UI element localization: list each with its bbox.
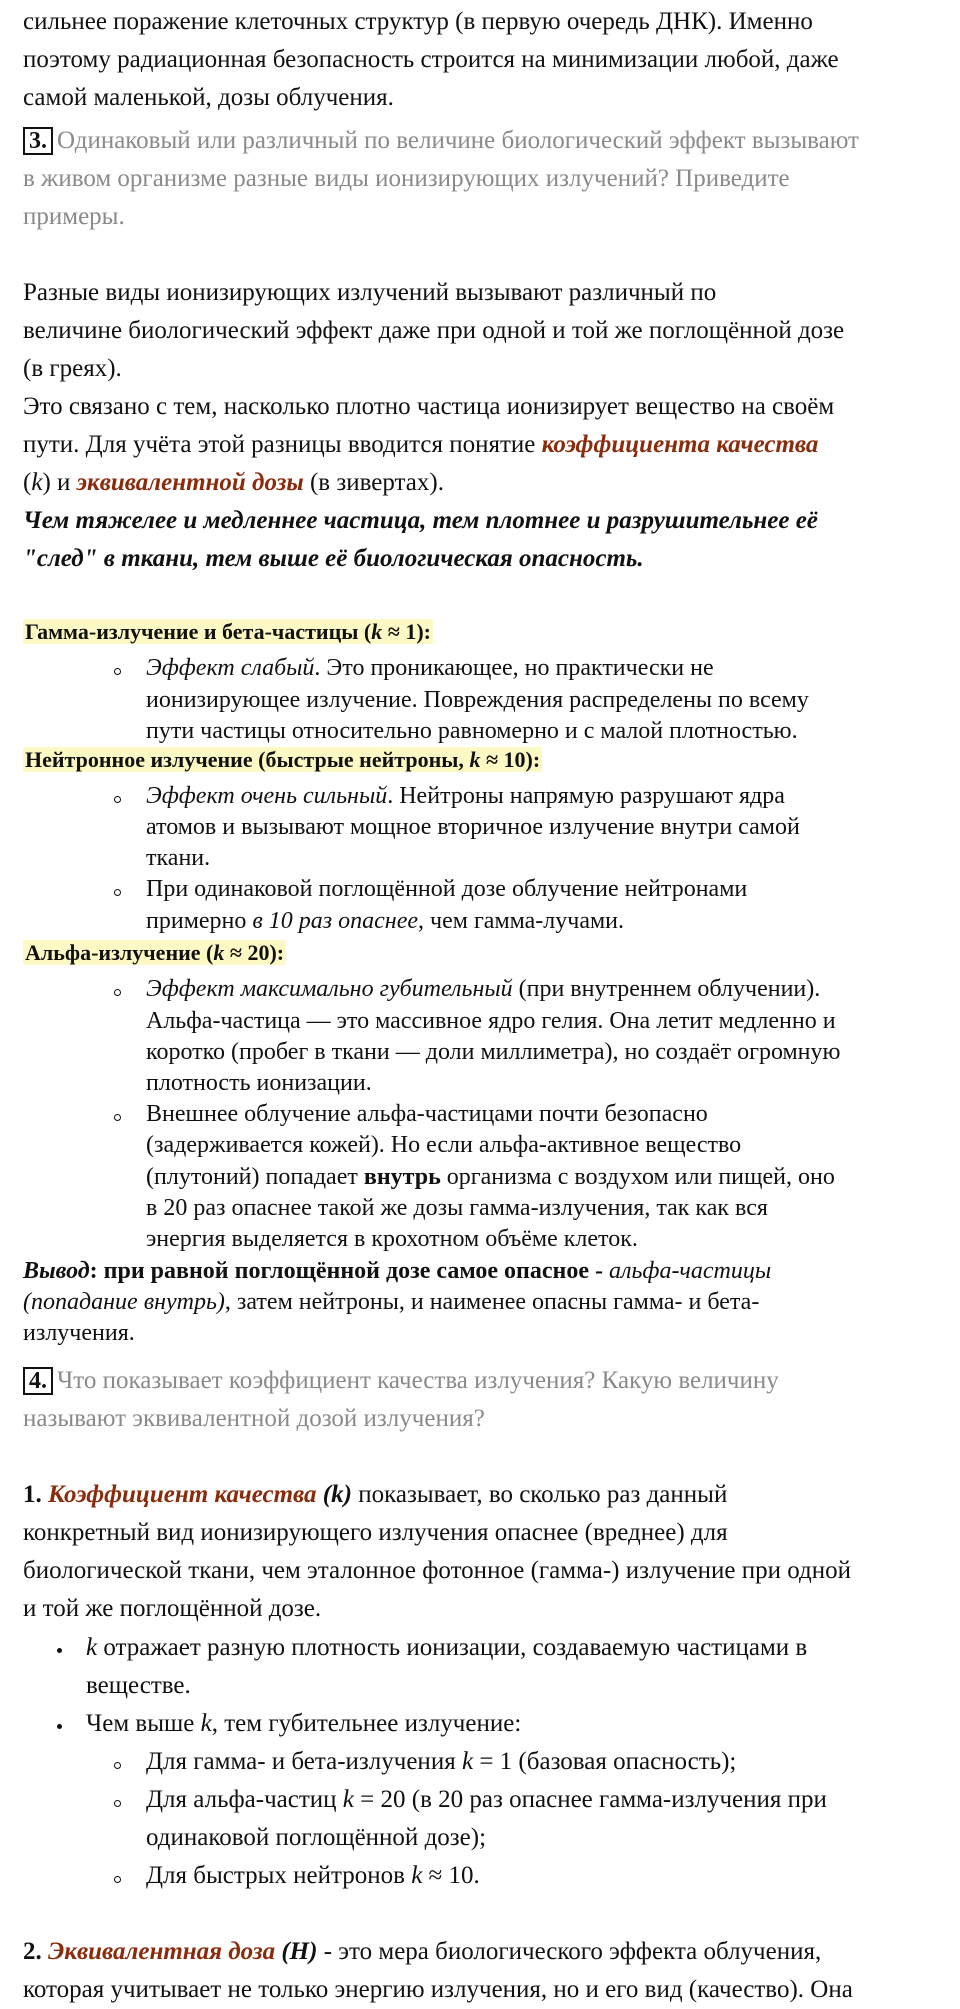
alpha-bullet-2-line-3: (плутоний) попадает внутрь организма с воздухом или пищей, оно xyxy=(146,1164,835,1190)
question-3-line-2: в живом организме разные виды ионизирующих излучений? Приведите xyxy=(23,165,790,192)
answer-4-bullet-1-line-2: веществе. xyxy=(86,1672,191,1699)
gamma-bullet-line-2: ионизирующее излучение. Повреждения распределены по всему xyxy=(146,687,809,713)
question-number-4: 4. xyxy=(23,1367,53,1395)
intro-line-2: поэтому радиационная безопасность строится на минимизации любой, даже xyxy=(23,46,839,73)
gamma-bullet-line-1: Эффект слабый. Это проникающее, но практически не xyxy=(146,655,714,681)
answer-3-line-2: величине биологический эффект даже при одной и той же поглощённой дозе xyxy=(23,317,845,344)
circle-bullet-icon xyxy=(114,1800,121,1807)
alpha-bullet-2-line-2: (задерживается кожей). Но если альфа-активное вещество xyxy=(146,1132,742,1158)
answer-4-bullet-2: Чем выше k, тем губительнее излучение: xyxy=(86,1710,522,1737)
circle-bullet-icon xyxy=(114,1114,121,1121)
question-3-line-1: 3. Одинаковый или различный по величине биологический эффект вызывают xyxy=(23,122,859,160)
answer-4-p2-line-1: 2. Эквивалентная доза (H) - это мера биологического эффекта облучения, xyxy=(23,1938,822,1965)
conclusion-line-1: Вывод: при равной поглощённой дозе самое опасное - альфа-частицы xyxy=(23,1258,772,1284)
answer-4-p1-line-4: и той же поглощённой дозе. xyxy=(23,1595,322,1622)
answer-3-bold-line-1: Чем тяжелее и медленнее частица, тем плотнее и разрушительнее её xyxy=(23,507,818,534)
answer-4-sub-2-line-1: Для альфа-частиц k = 20 (в 20 раз опаснее гамма-излучения при xyxy=(146,1786,827,1813)
circle-bullet-icon xyxy=(114,889,121,896)
question-number-3: 3. xyxy=(23,127,53,155)
alpha-bullet-1-line-4: плотность ионизации. xyxy=(146,1070,372,1096)
conclusion-line-3: излучения. xyxy=(23,1320,135,1346)
question-4-line-1: 4. Что показывает коэффициент качества излучения? Какую величину xyxy=(23,1362,779,1400)
alpha-bullet-2-line-1: Внешнее облучение альфа-частицами почти безопасно xyxy=(146,1101,708,1127)
neutron-bullet-1-line-3: ткани. xyxy=(146,845,211,871)
neutron-bullet-2-line-2: примерно в 10 раз опаснее, чем гамма-лучами. xyxy=(146,908,625,934)
question-3-line-3: примеры. xyxy=(23,203,125,230)
gamma-bullet-line-3: пути частицы относительно равномерно и с малой плотностью. xyxy=(146,718,798,744)
answer-3-line-1: Разные виды ионизирующих излучений вызывают различный по xyxy=(23,279,717,306)
answer-4-p1-line-3: биологической ткани, чем эталонное фотонное (гамма-) излучение при одной xyxy=(23,1557,852,1584)
circle-bullet-icon xyxy=(114,668,121,675)
heading-alpha: Альфа-излучение (k ≈ 20): xyxy=(25,940,285,965)
circle-bullet-icon xyxy=(114,989,121,996)
term-equivalent-dose: эквивалентной дозы xyxy=(76,469,304,496)
circle-bullet-icon xyxy=(114,1762,121,1769)
circle-bullet-icon xyxy=(114,1876,121,1883)
neutron-bullet-1-line-2: атомов и вызывают мощное вторичное излучение внутри самой xyxy=(146,814,800,840)
neutron-bullet-1-line-1: Эффект очень сильный. Нейтроны напрямую разрушают ядра xyxy=(146,783,785,809)
answer-3-line-5: пути. Для учёта этой разницы вводится понятие коэффициента качества xyxy=(23,431,819,458)
term-quality-factor-2: Коэффициент качества xyxy=(48,1481,317,1508)
answer-4-sub-1: Для гамма- и бета-излучения k = 1 (базовая опасность); xyxy=(146,1748,737,1775)
bullet-icon xyxy=(57,1648,62,1653)
answer-4-sub-3: Для быстрых нейтронов k ≈ 10. xyxy=(146,1862,480,1889)
answer-3-line-4: Это связано с тем, насколько плотно частица ионизирует вещество на своём xyxy=(23,393,835,420)
answer-3-line-3: (в греях). xyxy=(23,355,122,382)
question-4-line-2: называют эквивалентной дозой излучения? xyxy=(23,1405,485,1432)
circle-bullet-icon xyxy=(114,796,121,803)
answer-4-p2-line-2: которая учитывает не только энергию излучения, но и его вид (качество). Она xyxy=(23,1976,853,2003)
heading-gamma: Гамма-излучение и бета-частицы (k ≈ 1): xyxy=(25,619,431,644)
term-quality-factor: коэффициента качества xyxy=(541,431,819,458)
bullet-icon xyxy=(57,1724,62,1729)
alpha-bullet-2-line-4: в 20 раз опаснее такой же дозы гамма-излучения, так как вся xyxy=(146,1195,768,1221)
neutron-bullet-2-line-1: При одинаковой поглощённой дозе облучение нейтронами xyxy=(146,876,748,902)
alpha-bullet-2-line-5: энергия выделяется в крохотном объёме клеток. xyxy=(146,1226,638,1252)
answer-3-bold-line-2: "след" в ткани, тем выше её биологическая опасность. xyxy=(23,545,644,572)
conclusion-line-2: (попадание внутрь), затем нейтроны, и наименее опасны гамма- и бета- xyxy=(23,1289,760,1315)
intro-line-3: самой маленькой, дозы облучения. xyxy=(23,84,394,111)
answer-4-sub-2-line-2: одинаковой поглощённой дозе); xyxy=(146,1824,487,1851)
term-equivalent-dose-2: Эквивалентная доза xyxy=(48,1938,276,1965)
answer-4-p1-line-2: конкретный вид ионизирующего излучения опаснее (вреднее) для xyxy=(23,1519,728,1546)
heading-neutron: Нейтронное излучение (быстрые нейтроны, k ≈ 10): xyxy=(25,747,541,772)
alpha-bullet-1-line-1: Эффект максимально губительный (при внутреннем облучении). xyxy=(146,976,821,1002)
answer-4-p1-line-1: 1. Коэффициент качества (k) показывает, во сколько раз данный xyxy=(23,1481,728,1508)
alpha-bullet-1-line-3: коротко (пробег в ткани — доли миллиметра), но создаёт огромную xyxy=(146,1039,841,1065)
alpha-bullet-1-line-2: Альфа-частица — это массивное ядро гелия. Она летит медленно и xyxy=(146,1008,836,1034)
answer-4-bullet-1-line-1: k отражает разную плотность ионизации, создаваемую частицами в xyxy=(86,1634,808,1661)
answer-3-line-6: (k) и эквивалентной дозы (в зивертах). xyxy=(23,469,444,496)
intro-line-1: сильнее поражение клеточных структур (в первую очередь ДНК). Именно xyxy=(23,8,813,35)
